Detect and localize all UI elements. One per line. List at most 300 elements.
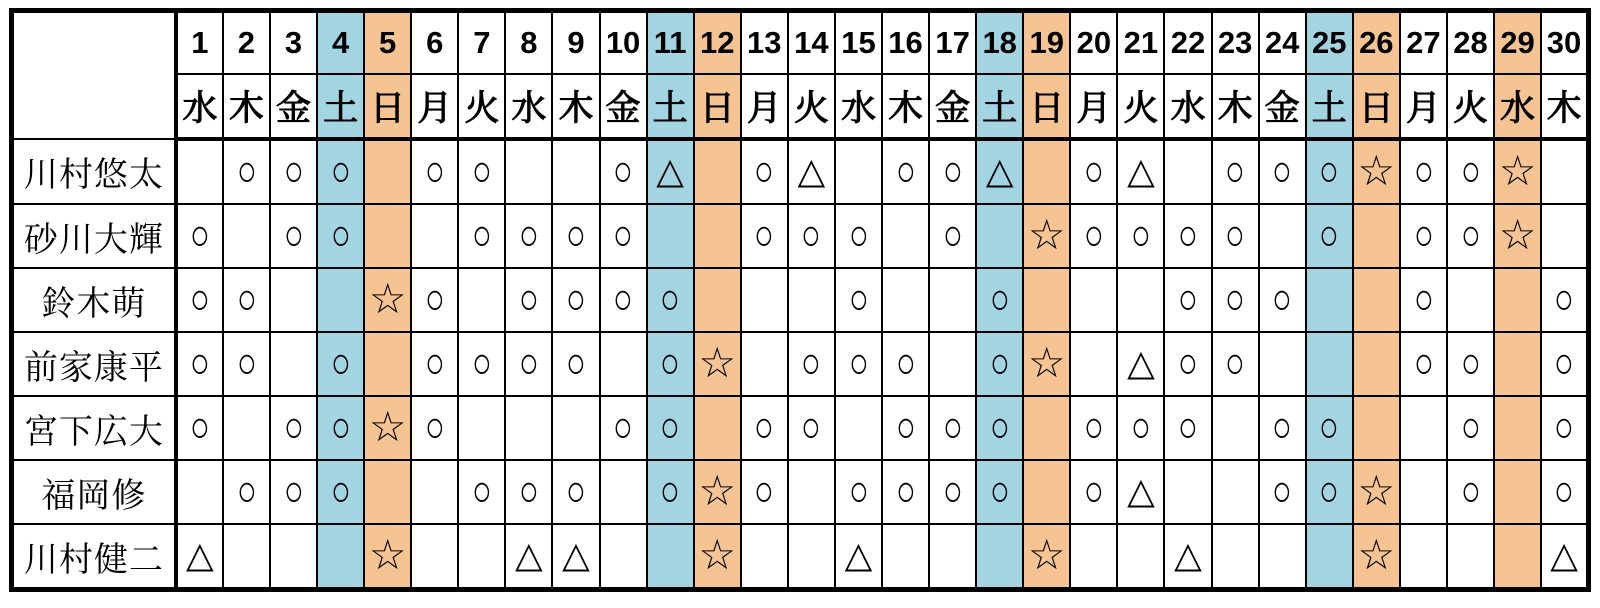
shift-cell[interactable] (694, 524, 741, 590)
day-of-week-cell-6: 月 (411, 74, 458, 139)
shift-cell[interactable] (600, 460, 647, 524)
shift-cell[interactable] (882, 460, 929, 524)
shift-cell[interactable] (1541, 524, 1588, 590)
shift-cell[interactable] (694, 460, 741, 524)
shift-cell[interactable] (1117, 204, 1164, 268)
shift-cell[interactable] (176, 524, 223, 590)
shift-cell[interactable] (976, 396, 1023, 460)
shift-cell[interactable] (223, 139, 270, 204)
shift-cell[interactable] (364, 524, 411, 590)
shift-cell[interactable] (741, 460, 788, 524)
day-of-week-cell-4: 土 (317, 74, 364, 139)
shift-cell[interactable] (788, 460, 835, 524)
shift-cell[interactable] (647, 396, 694, 460)
circle-mark: ○ (942, 400, 963, 451)
shift-cell[interactable] (882, 524, 929, 590)
shift-cell[interactable] (1259, 268, 1306, 332)
day-of-week-cell-27: 月 (1400, 74, 1447, 139)
shift-cell[interactable] (1353, 396, 1400, 460)
shift-cell[interactable] (647, 268, 694, 332)
circle-mark: ○ (613, 272, 634, 323)
shift-cell[interactable] (270, 396, 317, 460)
shift-cell[interactable] (317, 524, 364, 590)
shift-cell[interactable] (364, 396, 411, 460)
staff-name-cell: 川村悠太 (12, 139, 176, 204)
shift-cell[interactable] (694, 396, 741, 460)
circle-mark: ○ (424, 144, 445, 195)
shift-cell[interactable] (364, 139, 411, 204)
shift-cell[interactable] (176, 332, 223, 396)
shift-cell[interactable] (1164, 332, 1211, 396)
shift-cell[interactable] (458, 268, 505, 332)
shift-cell[interactable] (882, 396, 929, 460)
circle-mark: ○ (1130, 400, 1151, 451)
triangle-mark: △ (1127, 341, 1155, 383)
shift-cell[interactable] (835, 268, 882, 332)
circle-mark: ○ (660, 400, 681, 451)
circle-mark: ○ (236, 336, 257, 387)
shift-cell[interactable] (411, 460, 458, 524)
shift-cell[interactable] (505, 460, 552, 524)
shift-cell[interactable] (788, 268, 835, 332)
shift-cell[interactable] (1353, 460, 1400, 524)
shift-cell[interactable] (1541, 332, 1588, 396)
shift-cell[interactable] (788, 139, 835, 204)
shift-cell[interactable] (1353, 524, 1400, 590)
day-number-cell-8: 8 (505, 11, 552, 75)
circle-mark: ○ (989, 400, 1010, 451)
circle-mark: ○ (989, 272, 1010, 323)
shift-cell[interactable] (1259, 460, 1306, 524)
shift-cell[interactable] (1306, 204, 1353, 268)
shift-cell[interactable] (600, 204, 647, 268)
day-number-cell-9: 9 (552, 11, 599, 75)
shift-cell[interactable] (1164, 204, 1211, 268)
shift-cell[interactable] (976, 204, 1023, 268)
shift-cell[interactable] (552, 524, 599, 590)
circle-mark: ○ (565, 208, 586, 259)
shift-cell[interactable] (223, 396, 270, 460)
shift-cell[interactable] (1353, 204, 1400, 268)
shift-cell[interactable] (929, 204, 976, 268)
shift-cell[interactable] (1447, 524, 1494, 590)
star-mark: ☆ (368, 275, 407, 322)
shift-cell[interactable] (1447, 204, 1494, 268)
shift-cell[interactable] (176, 460, 223, 524)
shift-cell[interactable] (1164, 268, 1211, 332)
shift-cell[interactable] (1494, 268, 1541, 332)
shift-cell[interactable] (1541, 268, 1588, 332)
circle-mark: ○ (942, 144, 963, 195)
shift-cell[interactable] (1447, 139, 1494, 204)
day-number-cell-25: 25 (1306, 11, 1353, 75)
circle-mark: ○ (565, 464, 586, 515)
shift-cell[interactable] (647, 460, 694, 524)
shift-cell[interactable] (317, 332, 364, 396)
shift-cell[interactable] (1117, 460, 1164, 524)
shift-cell[interactable] (1070, 204, 1117, 268)
shift-cell[interactable] (1212, 204, 1259, 268)
day-number-cell-10: 10 (600, 11, 647, 75)
shift-cell[interactable] (458, 460, 505, 524)
day-of-week-cell-28: 火 (1447, 74, 1494, 139)
star-mark: ☆ (1027, 531, 1066, 578)
day-number-cell-7: 7 (458, 11, 505, 75)
shift-cell[interactable] (647, 139, 694, 204)
day-of-week-cell-9: 木 (552, 74, 599, 139)
shift-cell[interactable] (270, 524, 317, 590)
day-number-cell-21: 21 (1117, 11, 1164, 75)
shift-cell[interactable] (694, 332, 741, 396)
shift-cell[interactable] (505, 204, 552, 268)
shift-cell[interactable] (741, 524, 788, 590)
circle-mark: ○ (1413, 272, 1434, 323)
circle-mark: ○ (895, 464, 916, 515)
shift-cell[interactable] (882, 139, 929, 204)
shift-cell[interactable] (647, 524, 694, 590)
shift-cell[interactable] (270, 139, 317, 204)
shift-cell[interactable] (176, 139, 223, 204)
circle-mark: ○ (989, 336, 1010, 387)
circle-mark: ○ (424, 400, 445, 451)
shift-cell[interactable] (788, 396, 835, 460)
shift-cell[interactable] (1212, 268, 1259, 332)
shift-cell[interactable] (1212, 139, 1259, 204)
shift-cell[interactable] (317, 396, 364, 460)
shift-cell[interactable] (411, 524, 458, 590)
circle-mark: ○ (895, 336, 916, 387)
shift-cell[interactable] (1023, 460, 1070, 524)
shift-cell[interactable] (505, 396, 552, 460)
shift-cell[interactable] (1306, 139, 1353, 204)
circle-mark: ○ (471, 144, 492, 195)
circle-mark: ○ (1319, 400, 1340, 451)
shift-cell[interactable] (741, 332, 788, 396)
circle-mark: ○ (236, 144, 257, 195)
shift-cell[interactable] (976, 524, 1023, 590)
shift-cell[interactable] (505, 332, 552, 396)
shift-cell[interactable] (270, 268, 317, 332)
shift-cell[interactable] (176, 204, 223, 268)
shift-cell[interactable] (176, 268, 223, 332)
shift-cell[interactable] (317, 204, 364, 268)
circle-mark: ○ (1177, 336, 1198, 387)
shift-cell[interactable] (1400, 268, 1447, 332)
day-of-week-cell-21: 火 (1117, 74, 1164, 139)
shift-cell[interactable] (1306, 524, 1353, 590)
shift-cell[interactable] (1023, 396, 1070, 460)
shift-cell[interactable] (929, 332, 976, 396)
triangle-mark: △ (656, 149, 684, 191)
shift-cell[interactable] (270, 332, 317, 396)
shift-cell[interactable] (1541, 460, 1588, 524)
shift-cell[interactable] (1400, 460, 1447, 524)
shift-cell[interactable] (976, 460, 1023, 524)
shift-cell[interactable] (1259, 204, 1306, 268)
shift-cell[interactable] (364, 460, 411, 524)
shift-cell[interactable] (270, 204, 317, 268)
shift-cell[interactable] (364, 268, 411, 332)
shift-cell[interactable] (1212, 396, 1259, 460)
circle-mark: ○ (1413, 208, 1434, 259)
shift-cell[interactable] (1541, 396, 1588, 460)
circle-mark: ○ (895, 144, 916, 195)
shift-cell[interactable] (1494, 332, 1541, 396)
circle-mark: ○ (189, 208, 210, 259)
day-of-week-cell-22: 水 (1164, 74, 1211, 139)
shift-cell[interactable] (694, 204, 741, 268)
circle-mark: ○ (613, 400, 634, 451)
shift-cell[interactable] (458, 332, 505, 396)
shift-cell[interactable] (976, 268, 1023, 332)
shift-cell[interactable] (552, 268, 599, 332)
circle-mark: ○ (801, 208, 822, 259)
day-of-week-cell-1: 水 (176, 74, 223, 139)
circle-mark: ○ (989, 464, 1010, 515)
shift-schedule-table (9, 8, 1591, 592)
shift-cell[interactable] (600, 268, 647, 332)
shift-cell[interactable] (1353, 268, 1400, 332)
shift-cell[interactable] (1212, 332, 1259, 396)
day-number-cell-6: 6 (411, 11, 458, 75)
triangle-mark: △ (1127, 469, 1155, 511)
shift-cell[interactable] (458, 139, 505, 204)
circle-mark: ○ (1319, 208, 1340, 259)
shift-cell[interactable] (835, 524, 882, 590)
circle-mark: ○ (613, 208, 634, 259)
circle-mark: ○ (330, 464, 351, 515)
circle-mark: ○ (1130, 208, 1151, 259)
circle-mark: ○ (942, 464, 963, 515)
shift-cell[interactable] (552, 396, 599, 460)
shift-cell[interactable] (741, 139, 788, 204)
circle-mark: ○ (283, 144, 304, 195)
shift-cell[interactable] (364, 332, 411, 396)
shift-cell[interactable] (1400, 524, 1447, 590)
circle-mark: ○ (471, 464, 492, 515)
day-number-cell-17: 17 (929, 11, 976, 75)
shift-cell[interactable] (929, 268, 976, 332)
day-number-cell-29: 29 (1494, 11, 1541, 75)
shift-cell[interactable] (1164, 396, 1211, 460)
shift-cell[interactable] (552, 204, 599, 268)
shift-cell[interactable] (1306, 460, 1353, 524)
shift-cell[interactable] (1164, 139, 1211, 204)
shift-cell[interactable] (600, 139, 647, 204)
shift-cell[interactable] (1259, 524, 1306, 590)
circle-mark: ○ (754, 144, 775, 195)
shift-cell[interactable] (458, 204, 505, 268)
shift-cell[interactable] (741, 396, 788, 460)
circle-mark: ○ (660, 272, 681, 323)
circle-mark: ○ (1083, 144, 1104, 195)
shift-cell[interactable] (176, 396, 223, 460)
shift-cell[interactable] (1212, 524, 1259, 590)
shift-cell[interactable] (788, 524, 835, 590)
shift-cell[interactable] (600, 396, 647, 460)
shift-cell[interactable] (317, 460, 364, 524)
shift-cell[interactable] (1400, 139, 1447, 204)
shift-cell[interactable] (929, 139, 976, 204)
circle-mark: ○ (1460, 336, 1481, 387)
shift-cell[interactable] (505, 524, 552, 590)
shift-cell[interactable] (505, 268, 552, 332)
shift-cell[interactable] (1164, 460, 1211, 524)
shift-cell[interactable] (1117, 396, 1164, 460)
shift-cell[interactable] (694, 268, 741, 332)
day-number-cell-28: 28 (1447, 11, 1494, 75)
shift-cell[interactable] (1306, 268, 1353, 332)
shift-cell[interactable] (1164, 524, 1211, 590)
shift-cell[interactable] (788, 332, 835, 396)
shift-cell[interactable] (835, 396, 882, 460)
shift-cell[interactable] (1023, 268, 1070, 332)
shift-cell[interactable] (317, 268, 364, 332)
circle-mark: ○ (1554, 336, 1575, 387)
shift-cell[interactable] (1259, 396, 1306, 460)
shift-cell[interactable] (223, 524, 270, 590)
shift-cell[interactable] (317, 139, 364, 204)
shift-cell[interactable] (411, 204, 458, 268)
shift-cell[interactable] (411, 268, 458, 332)
shift-cell[interactable] (1023, 524, 1070, 590)
circle-mark: ○ (1460, 400, 1481, 451)
shift-cell[interactable] (929, 524, 976, 590)
shift-cell[interactable] (1117, 332, 1164, 396)
shift-cell[interactable] (223, 332, 270, 396)
shift-cell[interactable] (1070, 460, 1117, 524)
shift-cell[interactable] (835, 139, 882, 204)
day-number-cell-23: 23 (1212, 11, 1259, 75)
circle-mark: ○ (1319, 144, 1340, 195)
shift-cell[interactable] (647, 204, 694, 268)
shift-cell[interactable] (1494, 396, 1541, 460)
shift-cell[interactable] (1447, 268, 1494, 332)
staff-name-cell: 前家康平 (12, 332, 176, 396)
circle-mark: ○ (1413, 144, 1434, 195)
shift-cell[interactable] (1023, 139, 1070, 204)
day-of-week-cell-15: 水 (835, 74, 882, 139)
shift-cell[interactable] (552, 332, 599, 396)
shift-cell[interactable] (1070, 139, 1117, 204)
shift-cell[interactable] (1447, 460, 1494, 524)
shift-cell[interactable] (1259, 332, 1306, 396)
circle-mark: ○ (1554, 272, 1575, 323)
shift-cell[interactable] (223, 204, 270, 268)
shift-cell[interactable] (1070, 332, 1117, 396)
shift-cell[interactable] (741, 268, 788, 332)
shift-cell[interactable] (882, 268, 929, 332)
shift-cell[interactable] (1400, 396, 1447, 460)
shift-cell[interactable] (788, 204, 835, 268)
shift-cell[interactable] (835, 332, 882, 396)
shift-cell[interactable] (364, 204, 411, 268)
shift-cell[interactable] (835, 460, 882, 524)
shift-cell[interactable] (1070, 268, 1117, 332)
day-number-cell-30: 30 (1541, 11, 1588, 75)
shift-cell[interactable] (1494, 204, 1541, 268)
day-number-cell-1: 1 (176, 11, 223, 75)
shift-cell[interactable] (1541, 204, 1588, 268)
shift-cell[interactable] (600, 332, 647, 396)
staff-name-cell: 福岡修 (12, 460, 176, 524)
shift-cell[interactable] (835, 204, 882, 268)
shift-cell[interactable] (223, 460, 270, 524)
shift-cell[interactable] (1259, 139, 1306, 204)
shift-cell[interactable] (1117, 268, 1164, 332)
shift-cell[interactable] (600, 524, 647, 590)
circle-mark: ○ (801, 336, 822, 387)
shift-cell[interactable] (694, 139, 741, 204)
circle-mark: ○ (1272, 272, 1293, 323)
shift-cell[interactable] (1070, 524, 1117, 590)
circle-mark: ○ (330, 144, 351, 195)
circle-mark: ○ (1319, 464, 1340, 515)
triangle-mark: △ (1127, 149, 1155, 191)
circle-mark: ○ (1272, 144, 1293, 195)
circle-mark: ○ (1413, 336, 1434, 387)
day-of-week-cell-19: 日 (1023, 74, 1070, 139)
shift-cell[interactable] (223, 268, 270, 332)
shift-cell[interactable] (1494, 139, 1541, 204)
shift-cell[interactable] (552, 460, 599, 524)
shift-cell[interactable] (1353, 332, 1400, 396)
shift-cell[interactable] (1494, 460, 1541, 524)
shift-cell[interactable] (1023, 332, 1070, 396)
shift-cell[interactable] (1306, 332, 1353, 396)
shift-cell[interactable] (1023, 204, 1070, 268)
shift-cell[interactable] (976, 139, 1023, 204)
shift-cell[interactable] (882, 204, 929, 268)
circle-mark: ○ (1083, 400, 1104, 451)
shift-cell[interactable] (929, 396, 976, 460)
shift-cell[interactable] (552, 139, 599, 204)
shift-cell[interactable] (882, 332, 929, 396)
shift-cell[interactable] (647, 332, 694, 396)
shift-cell[interactable] (1117, 524, 1164, 590)
shift-cell[interactable] (1117, 139, 1164, 204)
day-number-cell-12: 12 (694, 11, 741, 75)
shift-cell[interactable] (411, 332, 458, 396)
shift-cell[interactable] (270, 460, 317, 524)
shift-cell[interactable] (1400, 332, 1447, 396)
shift-cell[interactable] (1212, 460, 1259, 524)
shift-cell[interactable] (1353, 139, 1400, 204)
star-mark: ☆ (1498, 147, 1537, 194)
shift-cell[interactable] (929, 460, 976, 524)
shift-cell[interactable] (458, 396, 505, 460)
shift-cell[interactable] (741, 204, 788, 268)
shift-cell[interactable] (411, 139, 458, 204)
circle-mark: ○ (330, 208, 351, 259)
shift-cell[interactable] (1070, 396, 1117, 460)
circle-mark: ○ (236, 272, 257, 323)
shift-cell[interactable] (1447, 396, 1494, 460)
shift-cell[interactable] (1447, 332, 1494, 396)
shift-cell[interactable] (1306, 396, 1353, 460)
shift-cell[interactable] (1541, 139, 1588, 204)
shift-cell[interactable] (976, 332, 1023, 396)
circle-mark: ○ (1460, 144, 1481, 195)
shift-cell[interactable] (1494, 524, 1541, 590)
shift-cell[interactable] (505, 139, 552, 204)
day-of-week-cell-8: 水 (505, 74, 552, 139)
circle-mark: ○ (848, 272, 869, 323)
day-number-cell-3: 3 (270, 11, 317, 75)
shift-cell[interactable] (411, 396, 458, 460)
shift-cell[interactable] (1400, 204, 1447, 268)
shift-cell[interactable] (458, 524, 505, 590)
